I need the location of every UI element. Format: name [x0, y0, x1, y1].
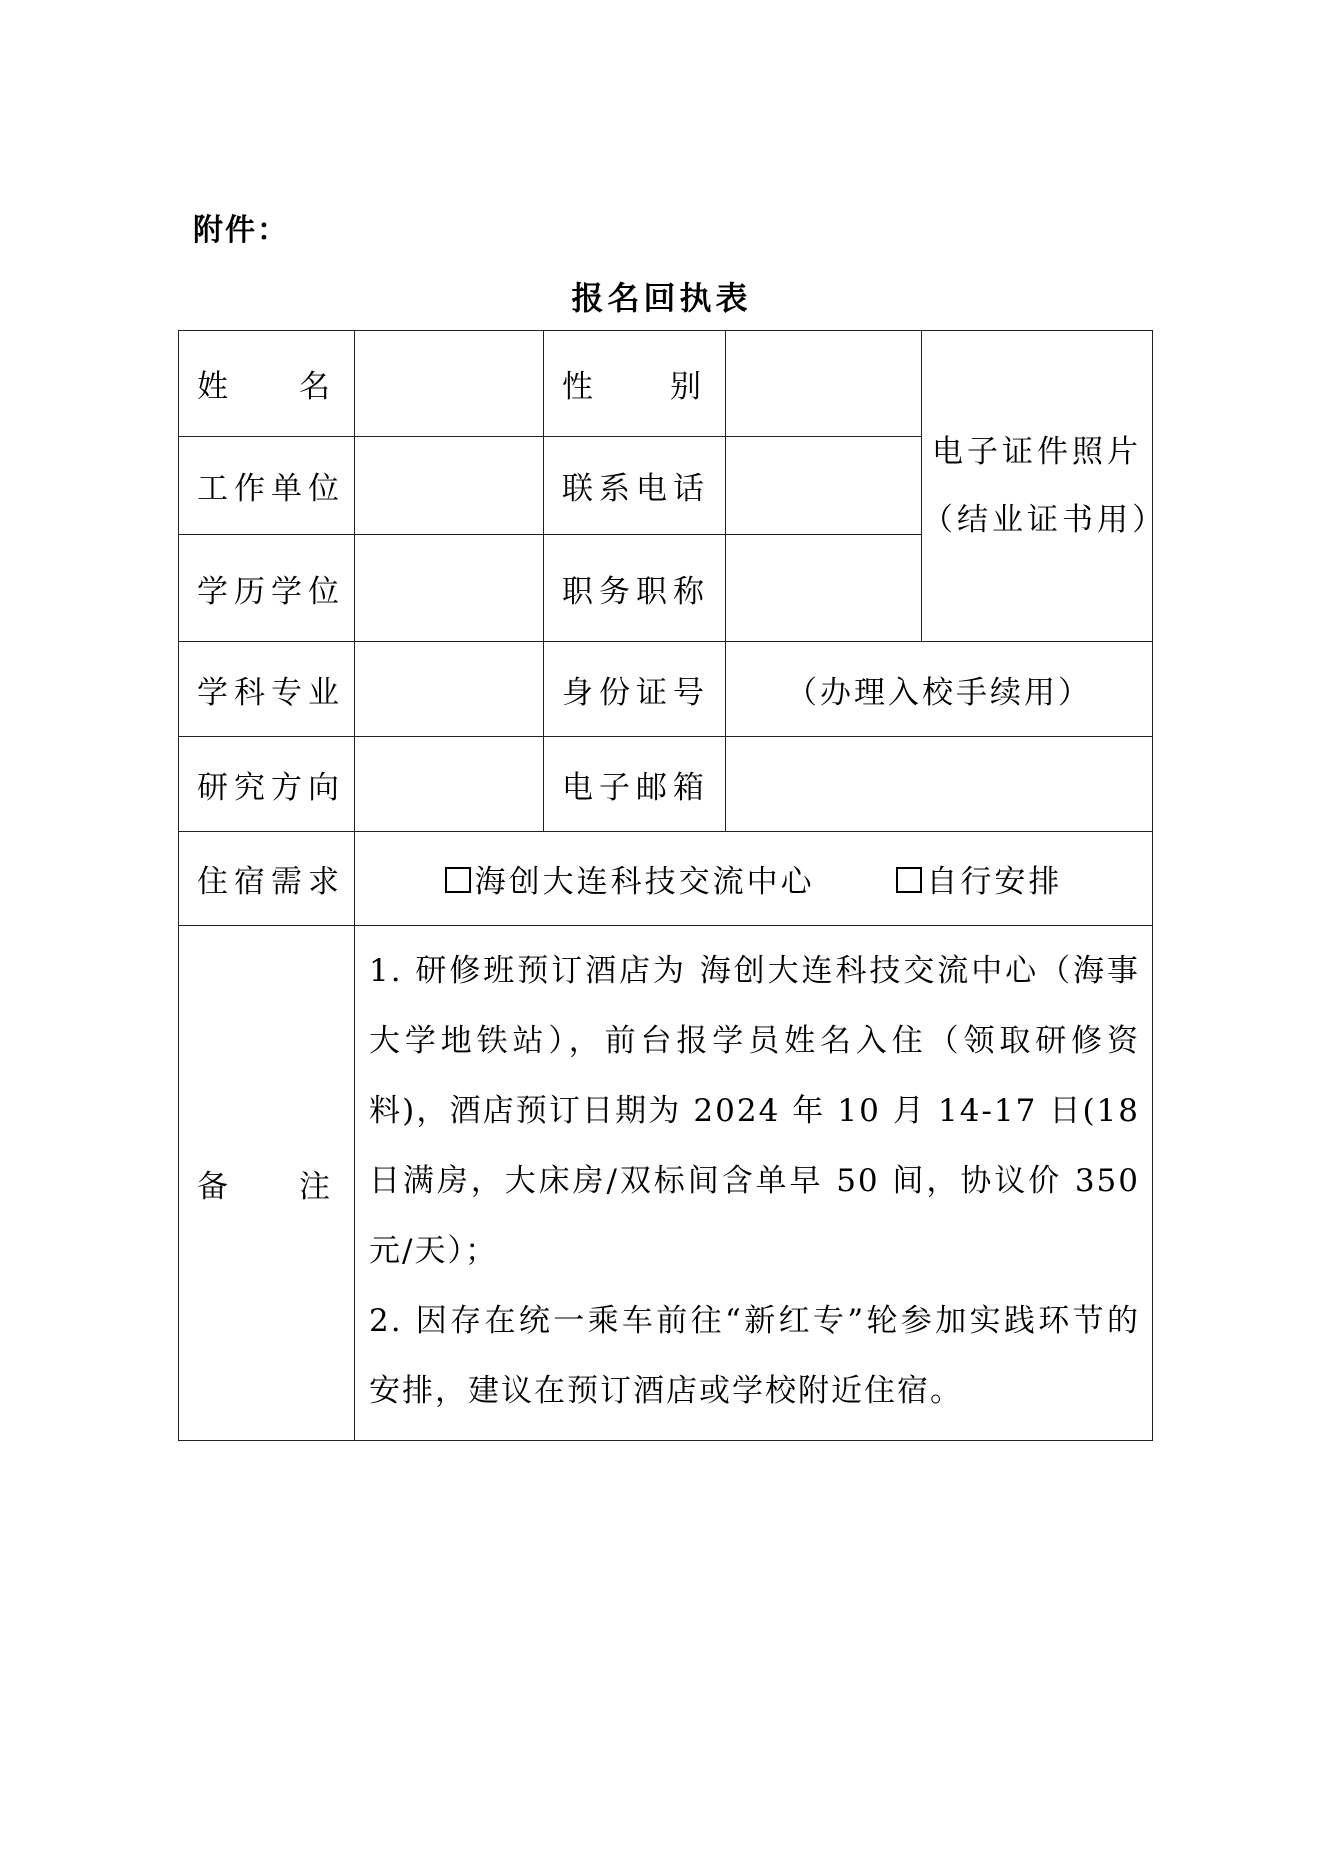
- name-field[interactable]: [355, 331, 544, 437]
- gender-field[interactable]: [726, 331, 922, 437]
- registration-form-table: [178, 330, 1167, 1441]
- major-label: 学科专业: [179, 642, 355, 737]
- note-item-2: 2. 因存在统一乘车前往“新红专”轮参加实践环节的安排，建议在预订酒店或学校附近住宿。: [369, 1303, 1140, 1409]
- id-number-label: 身份证号: [544, 642, 726, 737]
- position-label: 职务职称: [544, 535, 726, 642]
- note-item-1: 1. 研修班预订酒店为 海创大连科技交流中心（海事大学地铁站），前台报学员姓名入住（领取研修资料)，酒店预订日期为 2024 年 10 月 14-17 日(18 日满房，大床房/双标间含单早 50 间，协议价 350 元/天）；: [369, 953, 1140, 1269]
- option-hotel-label: 海创大连科技交流中心: [474, 864, 815, 900]
- form-title: 报名回执表: [571, 279, 752, 317]
- work-unit-label: 工作单位: [179, 437, 355, 535]
- checkbox-hotel[interactable]: [445, 867, 471, 893]
- option-self-arrange-label: 自行安排: [926, 864, 1063, 900]
- position-field[interactable]: [726, 535, 922, 642]
- id-number-hint: （办理入校手续用）: [786, 674, 1092, 711]
- attachment-label: 附件：: [193, 213, 289, 248]
- research-field[interactable]: [355, 737, 544, 832]
- major-field[interactable]: [355, 642, 544, 737]
- gender-label-char-2: 别: [670, 369, 707, 405]
- email-label: 电子邮箱: [544, 737, 726, 832]
- name-label-char-2: 名: [299, 369, 336, 405]
- gender-label-cell: [544, 331, 726, 437]
- remarks-notes: [355, 926, 1153, 1441]
- phone-label: 联系电话: [544, 437, 726, 535]
- remarks-label-char-1: 备: [197, 1168, 234, 1205]
- remarks-label-char-2: 注: [299, 1168, 336, 1205]
- remarks-label-cell: [179, 926, 355, 1441]
- phone-field[interactable]: [726, 437, 922, 535]
- email-field[interactable]: [726, 737, 1153, 832]
- work-unit-field[interactable]: [355, 437, 544, 535]
- accommodation-options: [355, 832, 1153, 926]
- name-label-char-1: 姓: [197, 369, 234, 405]
- research-label: 研究方向: [179, 737, 355, 832]
- photo-label: 电子证件照片: [932, 434, 1142, 470]
- checkbox-self-arrange[interactable]: [896, 867, 922, 893]
- id-number-field[interactable]: [726, 642, 1153, 737]
- education-field[interactable]: [355, 535, 544, 642]
- photo-usage-note: （结业证书用）: [922, 502, 1167, 538]
- gender-label-char-1: 性: [562, 369, 599, 405]
- photo-cell[interactable]: [922, 331, 1167, 642]
- accommodation-label: 住宿需求: [179, 832, 355, 926]
- education-label: 学历学位: [179, 535, 355, 642]
- name-label-cell: [179, 331, 355, 437]
